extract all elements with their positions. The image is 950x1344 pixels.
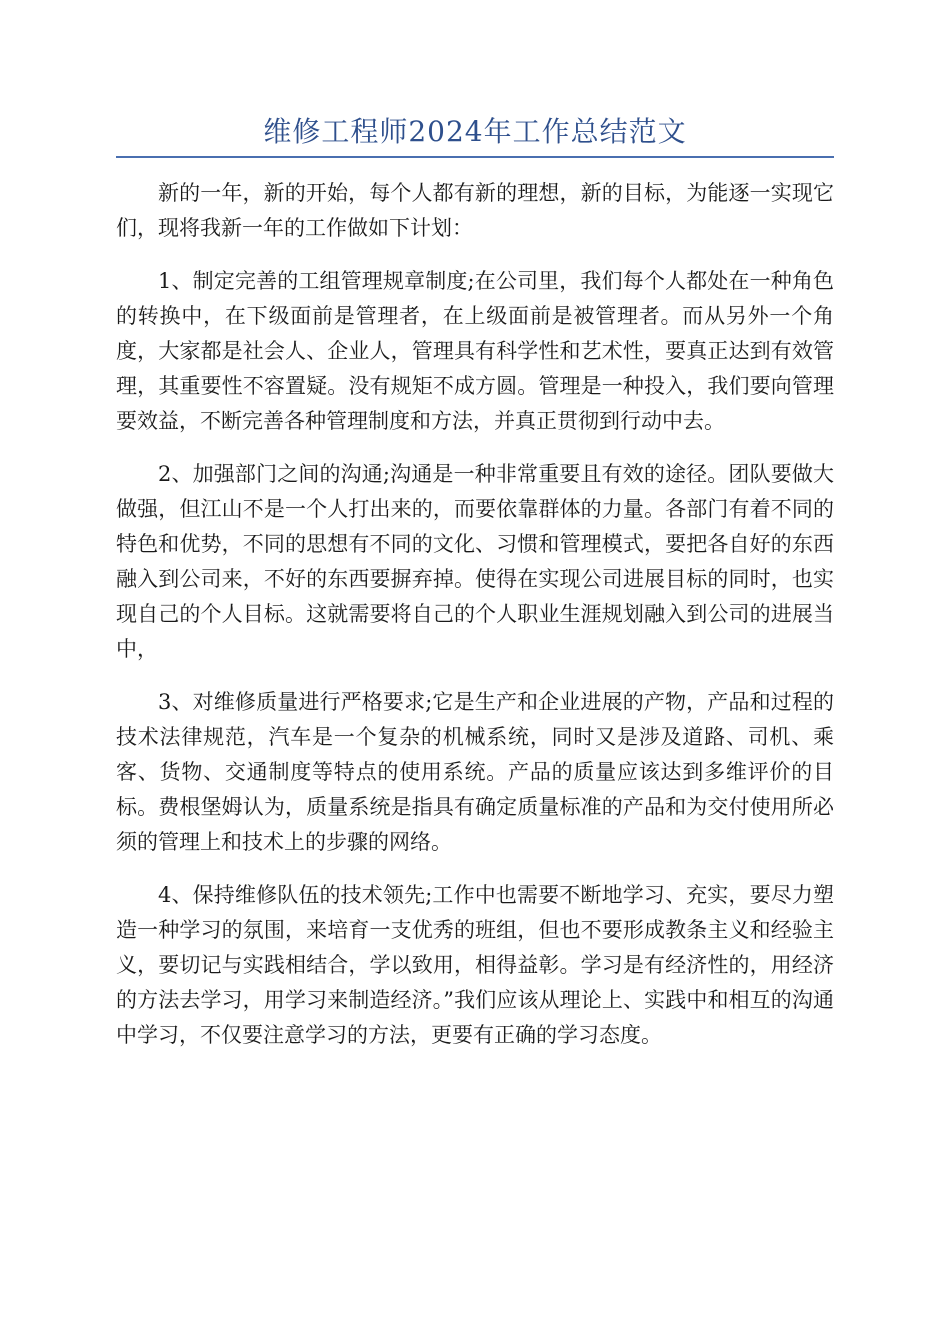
- intro-paragraph: 新的一年，新的开始，每个人都有新的理想，新的目标，为能逐一实现它们，现将我新一年的工作做如下计划：: [116, 181, 834, 240]
- document-title: 维修工程师2024年工作总结范文: [263, 115, 687, 148]
- paragraph-communication: 2、加强部门之间的沟通;沟通是一种非常重要且有效的途径。团队要做大做强，但江山不是一个人打出来的，而要依靠群体的力量。各部门有着不同的特色和优势，不同的思想有不同的文化、习惯和管理模式，要把各自好的东西融入到公司来，不好的东西要摒弃掉。使得在实现公司进展目标的同时，也实现自己的个人目标。这就需要将自己的个人职业生涯规划融入到公司的进展当中，: [116, 462, 834, 661]
- document-body: [116, 176, 834, 1071]
- paragraph-management-rules: 1、制定完善的工组管理规章制度;在公司里，我们每个人都处在一种角色的转换中，在下级面前是管理者，在上级面前是被管理者。而从另外一个角度，大家都是社会人、企业人，管理具有科学性和艺术性，要真正达到有效管理，其重要性不容置疑。没有规矩不成方圆。管理是一种投入，我们要向管理要效益，不断完善各种管理制度和方法，并真正贯彻到行动中去。: [116, 269, 834, 433]
- paragraph-quality: 3、对维修质量进行严格要求;它是生产和企业进展的产物，产品和过程的技术法律规范，汽车是一个复杂的机械系统，同时又是涉及道路、司机、乘客、货物、交通制度等特点的使用系统。产品的质量应该达到多维评价的目标。费根堡姆认为，质量系统是指具有确定质量标准的产品和为交付使用所必须的管理上和技术上的步骤的网络。: [116, 690, 834, 854]
- title-section: [116, 112, 834, 158]
- paragraph-technical-lead: 4、保持维修队伍的技术领先;工作中也需要不断地学习、充实，要尽力塑造一种学习的氛围，来培育一支优秀的班组，但也不要形成教条主义和经验主义，要切记与实践相结合，学以致用，相得益彰。学习是有经济性的，用经济的方法去学习，用学习来制造经济。”我们应该从理论上、实践中和相互的沟通中学习，不仅要注意学习的方法，更要有正确的学习态度。: [116, 883, 834, 1047]
